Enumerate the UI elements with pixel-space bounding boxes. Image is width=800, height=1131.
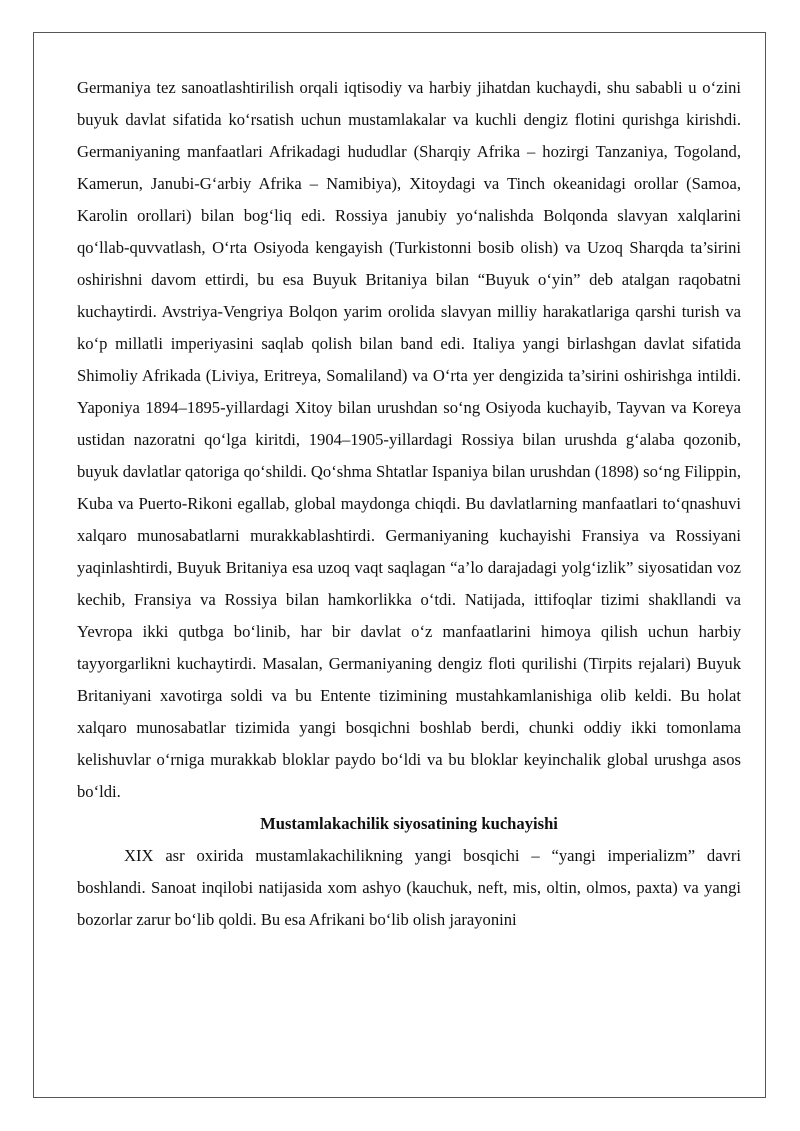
body-paragraph: Germaniya tez sanoatlashtirilish orqali iqtisodiy va harbiy jihatdan kuchaydi, shu sababli u o‘zini buyuk davlat sifatida ko‘rsatish uchun mustamlakalar va kuchli dengiz flotini qurishga kirishdi. Germaniyaning manfaatlari Afrikadagi hududlar (Sharqiy Afrika – hozirgi Tanzaniya, Togoland, Kamerun, Janubi-G‘arbiy Afrika – Namibiya), Xitoydagi va Tinch okeanidagi orollar (Samoa, Karolin orollari) bilan bog‘liq edi. Rossiya janubiy yo‘nalishda Bolqonda slavyan xalqlarini qo‘llab-quvvatlash, O‘rta Osiyoda kengayish (Turkistonni bosib olish) va Uzoq Sharqda ta’sirini oshirishni davom ettirdi, bu esa Buyuk Britaniya bilan “Buyuk o‘yin” deb atalgan raqobatni kuchaytirdi. Avstriya-Vengriya Bolqon yarim orolida slavyan milliy harakatlariga qarshi turish va ko‘p millatli imperiyasini saqlab qolish bilan band edi. Italiya yangi birlashgan davlat sifatida Shimoliy Afrikada (Liviya, Eritreya, Somaliland) va O‘rta yer dengizida ta’sirini oshirishga intildi. Yaponiya 1894–1895-yillardagi Xitoy bilan urushdan so‘ng Osiyoda kuchayib, Tayvan va Koreya ustidan nazoratni qo‘lga kiritdi, 1904–1905-yillardagi Rossiya bilan urushda g‘alaba qozonib, buyuk davlatlar qatoriga qo‘shildi. Qo‘shma Shtatlar Ispaniya bilan urushdan (1898) so‘ng Filippin, Kuba va Puerto-Rikoni egallab, global maydonga chiqdi. Bu davlatlarning manfaatlari to‘qnashuvi xalqaro munosabatlarni murakkablashtirdi. Germaniyaning kuchayishi Fransiya va Rossiyani yaqinlashtirdi, Buyuk Britaniya esa uzoq vaqt saqlagan “a’lo darajadagi yolg‘izlik” siyosatidan voz kechib, Fransiya va Rossiya bilan hamkorlikka o‘tdi. Natijada, ittifoqlar tizimi shakllandi va Yevropa ikki qutbga bo‘linib, har bir davlat o‘z manfaatlarini himoya qilish uchun harbiy tayyorgarlikni kuchaytirdi. Masalan, Germaniyaning dengiz floti qurilishi (Tirpits rejalari) Buyuk Britaniyani xavotirga soldi va bu Entente tizimining mustahkamlanishiga olib keldi. Bu holat xalqaro munosabatlar tizimida yangi bosqichni boshlab berdi, chunki oddiy ikki tomonlama kelishuvlar o‘rniga murakkab bloklar paydo bo‘ldi va bu bloklar keyinchalik global urushga asos bo‘ldi. [77, 78, 741, 801]
body-paragraph: XIX asr oxirida mustamlakachilikning yangi bosqichi – “yangi imperializm” davri boshlandi. Sanoat inqilobi natijasida xom ashyo (kauchuk, neft, mis, oltin, olmos, paxta) va yangi bozorlar zarur bo‘lib qoldi. Bu esa Afrikani bo‘lib olish jarayonini [77, 846, 741, 929]
section-heading: Mustamlakachilik siyosatining kuchayishi [260, 814, 558, 833]
document-body [77, 72, 741, 936]
